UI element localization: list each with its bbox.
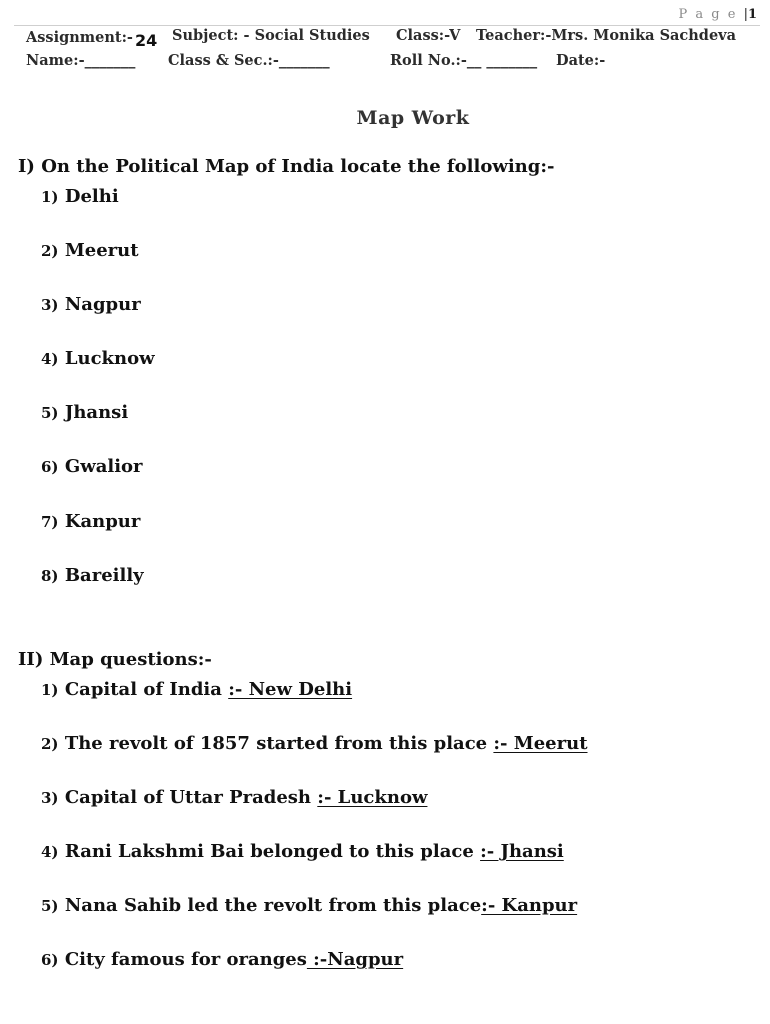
subject-field: Subject: - Social Studies	[172, 27, 370, 44]
page-separator: |	[743, 7, 748, 22]
answer-text: :- Kanpur	[481, 895, 578, 916]
section-2-heading: II) Map questions:-	[18, 649, 212, 670]
list-item: 2) Meerut	[41, 240, 139, 261]
list-item: 3) Nagpur	[41, 294, 141, 315]
list-item: 8) Bareilly	[41, 565, 144, 586]
question-text: Rani Lakshmi Bai belonged to this place	[64, 841, 481, 862]
question-item: 3) Capital of Uttar Pradesh :- Lucknow	[41, 787, 428, 808]
answer-text: :- Jhansi	[480, 841, 564, 862]
list-item: 4) Lucknow	[41, 348, 155, 369]
question-text: City famous for oranges	[64, 949, 307, 970]
page-number	[679, 7, 758, 22]
answer-text: :- New Delhi	[228, 679, 353, 700]
question-item: 5) Nana Sahib led the revolt from this place:- Kanpur	[41, 895, 578, 916]
question-item: 4) Rani Lakshmi Bai belonged to this place :- Jhansi	[41, 841, 564, 862]
question-item: 1) Capital of India :- New Delhi	[41, 679, 353, 700]
question-text: Capital of Uttar Pradesh	[64, 787, 318, 808]
answer-text: :- Meerut	[493, 733, 588, 754]
question-text: Nana Sahib led the revolt from this place	[64, 895, 482, 916]
page-title: Map Work	[356, 107, 470, 129]
list-item: 6) Gwalior	[41, 456, 143, 477]
class-section-field: Class & Sec.:-_______	[168, 52, 330, 69]
list-item: 7) Kanpur	[41, 511, 141, 532]
answer-text: :- Lucknow	[317, 787, 428, 808]
teacher-field: Teacher:-Mrs. Monika Sachdeva	[476, 27, 736, 44]
date-field: Date:-	[556, 52, 606, 69]
answer-text: :-Nagpur	[306, 949, 404, 970]
question-text: The revolt of 1857 started from this place	[64, 733, 494, 754]
section-1-heading: I) On the Political Map of India locate the following:-	[18, 156, 555, 177]
page-label: P a g e	[678, 7, 738, 22]
header-rule	[14, 25, 760, 26]
list-item: 1) Delhi	[41, 186, 119, 207]
class-field: Class:-V	[396, 27, 461, 44]
assignment-number: 24	[134, 31, 158, 50]
page-number-value: 1	[747, 7, 757, 22]
assignment-field	[26, 27, 158, 50]
list-item: 5) Jhansi	[41, 402, 129, 423]
roll-number-field: Roll No.:-__ _______	[390, 52, 538, 69]
question-text: Capital of India	[64, 679, 229, 700]
name-field: Name:-_______	[26, 52, 136, 69]
assignment-label: Assignment:-	[26, 29, 133, 46]
question-item: 2) The revolt of 1857 started from this place :- Meerut	[41, 733, 588, 754]
question-item: 6) City famous for oranges :-Nagpur	[41, 949, 404, 970]
